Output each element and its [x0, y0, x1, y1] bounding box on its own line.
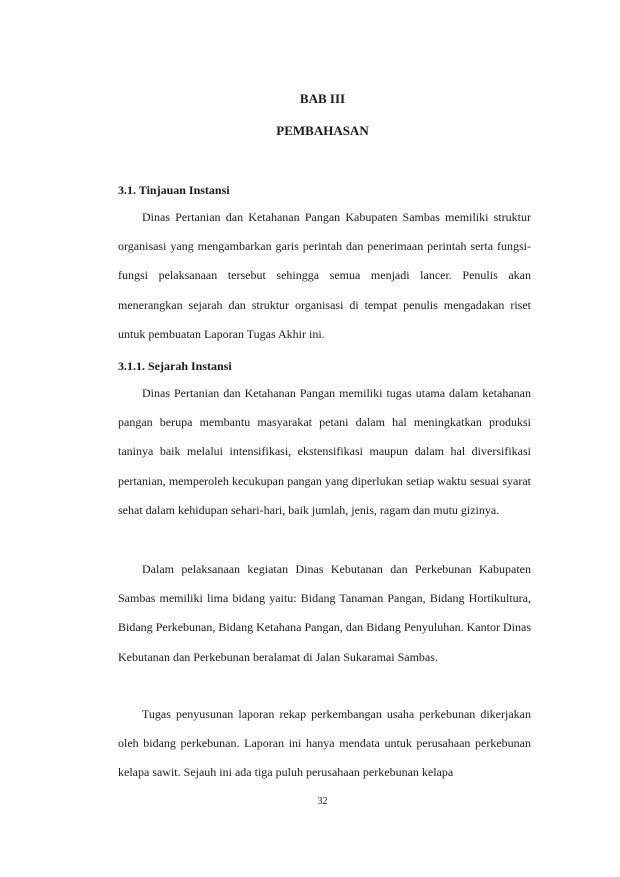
paragraph-tugas-utama: Dinas Pertanian dan Ketahanan Pangan memiliki tugas utama dalam ketahanan pangan berupa membantu masyarakat petani dalam hal meningkatkan produksi taninya baik melalui intensifikasi, ekstensifikasi maupun dalam hal diversifikasi pertanian, memperoleh kecukupan pangan yang diperlukan setiap waktu sesuai syarat sehat dalam kehidupan sehari-hari, baik jumlah, jenis, ragam dan mutu gizinya. [118, 386, 531, 517]
paragraph-laporan-rekap: Tugas penyusunan laporan rekap perkembangan usaha perkebunan dikerjakan oleh bidang perkebunan. Laporan ini hanya mendata untuk perusahaan perkebunan kelapa sawit. Sejauh ini ada tiga puluh perusahaan perkebunan kelapa [118, 707, 531, 780]
paragraph-lima-bidang: Dalam pelaksanaan kegiatan Dinas Kebutanan dan Perkebunan Kabupaten Sambas memiliki lima bidang yaitu: Bidang Tanaman Pangan, Bidang Hortikultura, Bidang Perkebunan, Bidang Ketahana Pangan, dan Bidang Penyuluhan. Kantor Dinas Kebutanan dan Perkebunan beralamat di Jalan Sukaramai Sambas. [118, 562, 531, 664]
paragraph-tinjauan-instansi: Dinas Pertanian dan Ketahanan Pangan Kabupaten Sambas memiliki struktur organisasi yang mengambarkan garis perintah dan penerimaan perintah serta fungsi-fungsi pelaksanaan tersebut sehingga semua menjadi lancer. Penulis akan menerangkan sejarah dan struktur organisasi di tempat penulis mengadakan riset untuk pembuatan Laporan Tugas Akhir ini. [118, 210, 531, 341]
chapter-title: PEMBAHASAN [276, 123, 369, 138]
section-heading-tinjauan-instansi: 3.1. Tinjauan Instansi [118, 183, 230, 197]
section-heading-sejarah-instansi: 3.1.1. Sejarah Instansi [118, 359, 232, 373]
chapter-number: BAB III [299, 91, 346, 106]
page-number: 32 [317, 796, 328, 807]
